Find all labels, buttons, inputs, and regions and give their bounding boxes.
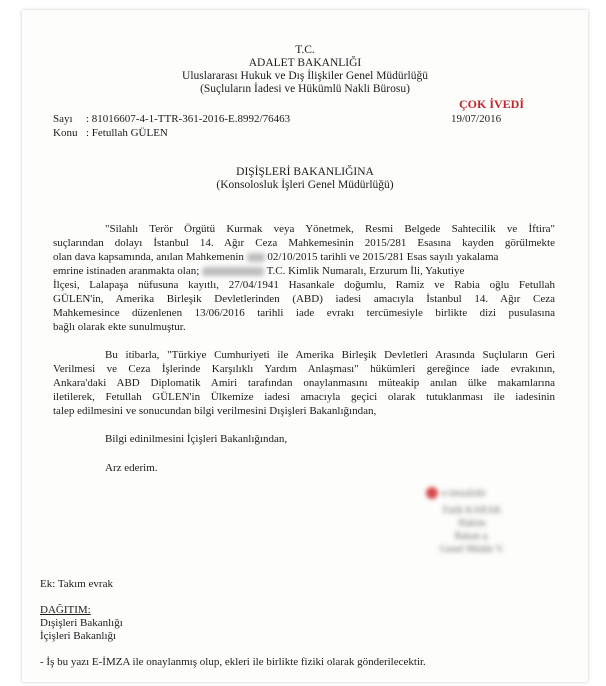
document-date: 19/07/2016: [451, 113, 502, 125]
para1-line3: [53, 251, 555, 265]
para1-line2: suçlarından dolayı İstanbul 14. Ağır Ceza Mahkemesinin 2015/281 Esasına kayden görülmekte: [53, 237, 555, 249]
para2-line3: Ankara'daki ABD Diplomatik Amiri tarafından onaylanmasını müteakip anılan ülke makamlarına: [53, 377, 555, 389]
para2-line4: iletilerek, Fetullah GÜLEN'in Ülkemize iadesi amacıyla geçici olarak tutuklanması ile iadesinin: [53, 391, 555, 403]
para1-line5: İlçesi, Lalapaşa nüfusuna kayıtlı, 27/04/1941 Hasankale doğumlu, Ramiz ve Rabia oğlu Fetullah: [53, 279, 555, 291]
para1-line6: GÜLEN'in, Amerika Birleşik Devletlerinden (ABD) iadesi amacıyla İstanbul 14. Ağır Ceza: [53, 293, 555, 305]
signature-line-1: e-imzalıdır: [442, 488, 486, 499]
signature-line-5: Genel Müdür V.: [439, 544, 505, 555]
para1-line4-b: T.C. Kimlik Numaralı, Erzurum İli, Yakutiye: [266, 265, 465, 277]
para1-line3-a: olan dava kapsamında, anılan Mahkemenin: [53, 251, 244, 263]
para1-line4: [53, 265, 555, 279]
sayi-label: Sayı: [53, 113, 73, 125]
distribution-item: Dışişleri Bakanlığı: [40, 617, 123, 629]
recipient-title: DIŞİŞLERİ BAKANLIĞINA: [236, 166, 374, 178]
redacted-mark: [247, 253, 265, 262]
header-directorate: Uluslararası Hukuk ve Dış İlişkiler Genel Müdürlüğü: [182, 70, 428, 82]
signature-line-3: Hakim: [458, 518, 486, 529]
recipient-subtitle: (Konsolosluk İşleri Genel Müdürlüğü): [216, 179, 394, 191]
para2-line5: talep edilmesini ve sonucundan bilgi verilmesini Dışişleri Bakanlığından,: [53, 405, 377, 417]
signature-seal-icon: [426, 487, 438, 499]
closing: Arz ederim.: [105, 462, 158, 474]
footer-note: - İş bu yazı E-İMZA ile onaylanmış olup, ekleri ile birlikte fiziki olarak gönderilecektir.: [40, 656, 426, 668]
header-ministry: ADALET BAKANLIĞI: [248, 57, 362, 69]
urgency-label: ÇOK İVEDİ: [459, 97, 525, 111]
para3: Bilgi edinilmesini İçişleri Bakanlığından,: [105, 433, 288, 445]
para1-line1: "Silahlı Terör Örgütü Kurmak veya Yönetmek, Resmi Belgede Sahtecilik ve İftira": [105, 223, 555, 235]
para1-line8: bağlı olarak ekte sunulmuştur.: [53, 321, 186, 333]
sayi-value: : 81016607-4-1-TTR-361-2016-E.8992/76463: [86, 113, 291, 125]
para1-line7: Mahkemesince düzenlenen 13/06/2016 tarihli iade evrakı tercümesiyle birlikte dizi pusulasına: [53, 307, 555, 319]
para2-line2: Verilmesi ve Ceza İşlerinde Karşılıklı Yardım Anlaşması" hükümleri gereğince iade evrakının,: [53, 363, 555, 375]
distribution-item: İçişleri Bakanlığı: [40, 630, 117, 642]
distribution-title: DAĞITIM:: [40, 604, 91, 616]
para1-line3-b: 02/10/2015 tarihli ve 2015/281 Esas sayılı yakalama: [267, 251, 499, 263]
header-tc: T.C.: [295, 44, 315, 56]
para2-line1: Bu itibarla, "Türkiye Cumhuriyeti ile Amerika Birleşik Devletleri Arasında Suçluların Geri: [105, 349, 555, 361]
signature-line-4: Bakan a.: [454, 531, 490, 542]
para1-line4-a: emrine istinaden aranmakta olan;: [53, 265, 200, 277]
konu-label: Konu: [53, 127, 78, 139]
header-bureau: (Suçluların İadesi ve Hükümlü Nakli Bürosu): [200, 83, 410, 95]
konu-value: : Fetullah GÜLEN: [86, 127, 168, 139]
redacted-id-number: [202, 267, 264, 276]
attachment-note: Ek: Takım evrak: [40, 578, 113, 590]
signature-line-2: Fatih KARAK: [442, 505, 502, 516]
document-page: [22, 10, 588, 682]
